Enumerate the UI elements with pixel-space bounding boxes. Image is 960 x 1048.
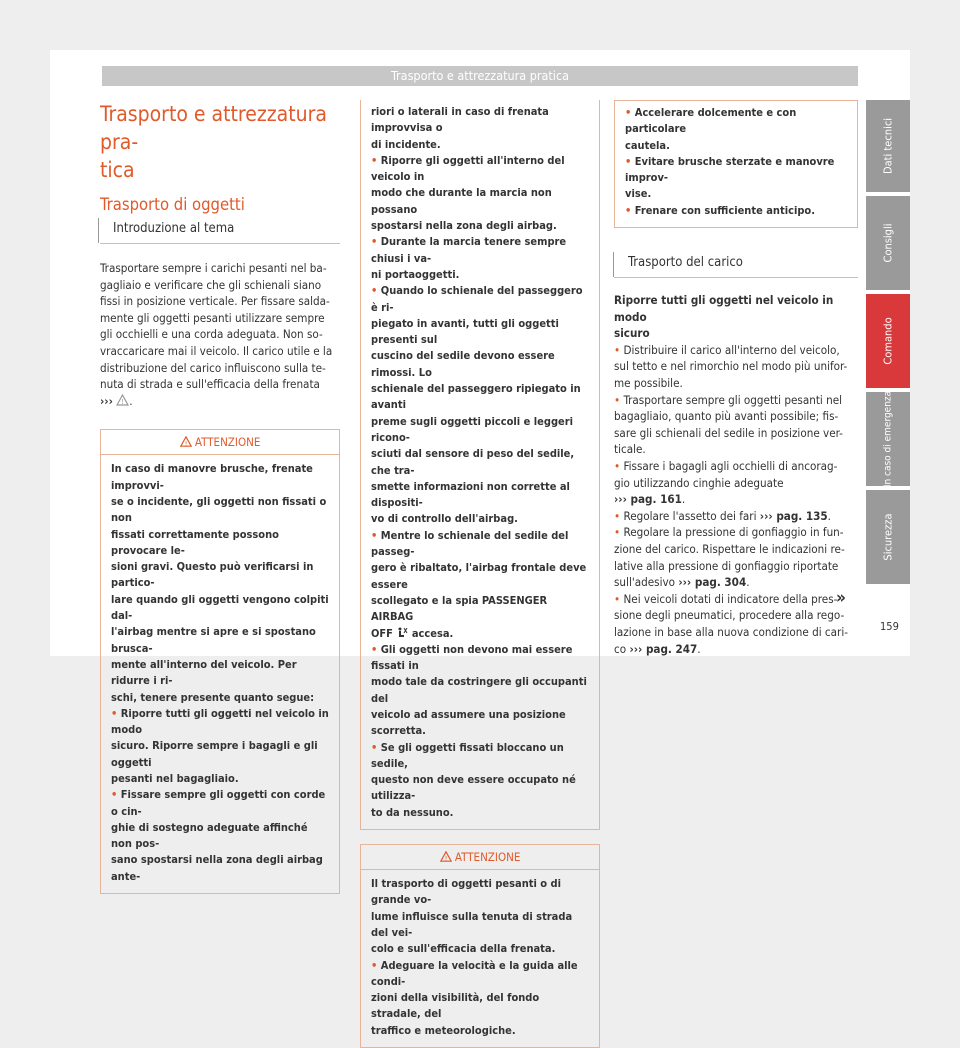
warning-bullet <box>625 154 849 203</box>
warning-bullet <box>111 706 331 787</box>
list-item <box>614 524 858 590</box>
tab-label: Consigli <box>881 223 895 263</box>
line: Fissare sempre gli oggetti con corde o cin- <box>111 788 326 818</box>
bullet-icon: • <box>371 740 378 754</box>
heading-rule <box>614 277 858 278</box>
line: Durante la marcia tenere sempre chiusi i va- <box>371 235 567 265</box>
line: Riporre tutti gli oggetti nel veicolo in modo <box>111 706 329 737</box>
line: sano spostarsi nella zona degli airbag ante- <box>111 853 323 883</box>
line: In caso di manovre brusche, frenate improvvi- <box>111 462 313 492</box>
spacer <box>100 409 340 429</box>
warning-bullet <box>371 528 591 642</box>
page-number: 159 <box>880 620 899 633</box>
line: to da nessuno. <box>371 805 454 819</box>
warning-bullet <box>111 787 331 885</box>
warning-box-1 <box>100 429 340 894</box>
intro-paragraph: Trasportare sempre i carichi pesanti nel ba- gagliaio e verificare che gli schienali siano fissi in posizione verticale. Per fissare salda- mente gli oggetti pesanti utilizzare sempre gli occhielli e una corda adeguata. Non so- vraccaricare mai il veicolo. Il carico utile e la distribuzione del carico influiscono sulla te- nuta di strada e sull'efficacia della frenata ››› ! . <box>100 261 333 408</box>
warning-triangle-icon <box>116 394 129 406</box>
heading-rule <box>100 243 340 244</box>
line: fissi in posizione verticale. Per fissare salda- <box>100 294 330 309</box>
line: zioni della visibilità, del fondo stradale, del <box>371 991 540 1021</box>
column-1 <box>100 100 340 894</box>
bullet-icon: • <box>625 203 632 217</box>
line: me possibile. <box>614 376 683 391</box>
warning-body <box>615 101 857 227</box>
line: se o incidente, gli oggetti non fissati o non <box>111 494 327 525</box>
tab-comando[interactable] <box>866 294 910 388</box>
subsection-heading-wrap <box>98 218 340 243</box>
line: pesanti nel bagagliaio. <box>111 771 239 785</box>
line: Evitare brusche sterzate e manovre improv- <box>625 154 835 185</box>
chapter-title-line-2: tica <box>100 158 135 182</box>
line: questo non deve essere occupato né utilizza- <box>371 773 576 803</box>
line: Mentre lo schienale del sedile del passeg- <box>371 528 569 559</box>
warning-box-1-continued <box>360 100 600 830</box>
bold-lead <box>614 292 858 342</box>
line: Adeguare la velocità e la guida alle condi- <box>371 958 578 988</box>
line: veicolo ad assumere una posizione scorretta. <box>371 707 566 738</box>
line: Il trasporto di oggetti pesanti o di grande vo- <box>371 877 562 907</box>
warning-bullet <box>371 740 591 821</box>
tab-in-caso-di-emergenza[interactable] <box>866 392 910 486</box>
subsection-heading: Introduzione al tema <box>113 221 235 236</box>
line: Regolare la pressione di gonfiaggio in fun- <box>623 525 844 540</box>
warning-title <box>361 845 599 870</box>
chapter-title <box>100 100 340 184</box>
list-item <box>614 591 858 657</box>
line: di incidente. <box>371 137 441 151</box>
list-item <box>614 392 858 458</box>
line: Trasportare sempre gli oggetti pesanti nel <box>623 392 843 407</box>
bullet-icon: • <box>371 958 378 972</box>
line: Regolare l'assetto dei fari <box>623 508 757 523</box>
warning-box-2 <box>360 844 600 1048</box>
line: sciuti dal sensore di peso del sedile, che tra- <box>371 447 575 477</box>
bullet-icon: • <box>111 788 118 802</box>
section-title: Trasporto di oggetti <box>100 195 245 214</box>
line: smette informazioni non corrette al dispositi- <box>371 479 570 510</box>
line: lazione in base alla nuova condizione di cari- <box>614 624 849 639</box>
warning-body <box>361 100 599 829</box>
warning-bullet <box>625 105 849 154</box>
tab-label: Sicurezza <box>881 513 895 561</box>
column-3 <box>614 100 858 657</box>
warning-triangle-icon <box>440 851 452 862</box>
warning-box-2-continued <box>614 100 858 228</box>
punctuation: . <box>697 641 701 656</box>
page-ref-link[interactable]: ››› pag. 304 <box>678 575 747 590</box>
line: preme sugli oggetti piccoli e leggeri ricono- <box>371 414 574 444</box>
bullet-icon: • <box>111 706 118 720</box>
warning-title <box>101 430 339 455</box>
line: spostarsi nella zona degli airbag. <box>371 219 557 233</box>
tab-dati-tecnici[interactable] <box>866 100 910 192</box>
bullet-icon: • <box>614 392 621 407</box>
line: Riporre gli oggetti all'interno del veicolo in <box>371 153 565 184</box>
tab-consigli[interactable] <box>866 196 910 290</box>
list-item <box>614 508 858 525</box>
line: gli occhielli e una corda adeguata. Non so- <box>100 327 323 342</box>
line: ni portaoggetti. <box>371 267 460 281</box>
line: Trasportare sempre i carichi pesanti nel ba- <box>100 261 327 275</box>
line: sull'adesivo <box>614 575 676 590</box>
line: mente all'interno del veicolo. Per ridurre i ri- <box>111 657 297 688</box>
line: ghie di sostegno adeguate affinché non pos- <box>111 820 308 851</box>
tab-label: Comando <box>881 317 895 365</box>
page-ref-link[interactable]: ››› pag. 161 <box>614 492 682 507</box>
line: Distribuire il carico all'interno del veicolo, <box>623 342 840 357</box>
warning-ref-link[interactable]: ››› <box>100 393 113 408</box>
spacer <box>614 228 858 252</box>
line: colo e sull'efficacia della frenata. <box>371 942 556 956</box>
tab-sicurezza[interactable] <box>866 490 910 584</box>
column-2 <box>360 100 600 1048</box>
airbag-suffix: accesa. <box>408 626 454 640</box>
line: gero è ribaltato, l'airbag frontale deve essere <box>371 561 587 591</box>
line: vise. <box>625 187 652 201</box>
subsection-heading-wrap <box>613 252 858 277</box>
line: traffico e meteorologiche. <box>371 1023 516 1037</box>
bullet-icon: • <box>625 106 632 119</box>
bullet-icon: • <box>371 528 378 542</box>
warning-bullet <box>371 153 591 234</box>
tab-label: In caso di emergenza <box>882 390 894 488</box>
line: Frenare con sufficiente anticipo. <box>634 203 815 217</box>
svg-text:!: ! <box>121 397 125 406</box>
warning-title-text: ATTENZIONE <box>194 435 261 450</box>
line: lative alla pressione di gonfiaggio riportate <box>614 558 839 573</box>
line: sicuro. Riporre sempre i bagagli e gli oggetti <box>111 739 318 769</box>
line: modo che durante la marcia non possano <box>371 186 552 216</box>
warning-title-text: ATTENZIONE <box>454 850 521 865</box>
bullet-icon: • <box>371 235 378 249</box>
line: Accelerare dolcemente e con particolare <box>625 106 797 136</box>
warning-intro <box>111 461 331 705</box>
spacer <box>360 830 600 844</box>
line: ticale. <box>614 442 646 457</box>
line: Gli oggetti non devono mai essere fissati in <box>371 642 573 673</box>
line: distribuzione del carico influiscono sulla te- <box>100 360 326 375</box>
warning-bullet <box>371 283 591 527</box>
line: Fissare i bagagli agli occhielli di ancorag- <box>623 459 838 474</box>
bullet-icon: • <box>614 508 621 523</box>
line: nuta di strada e sull'efficacia della frenata <box>100 377 320 392</box>
line: Quando lo schienale del passeggero è ri- <box>371 284 583 314</box>
line: cautela. <box>625 138 670 152</box>
warning-bullet <box>371 234 591 283</box>
bullet-icon: • <box>614 342 621 357</box>
bullet-icon: • <box>371 153 378 167</box>
list-item <box>614 342 858 392</box>
page-ref-link[interactable]: ››› pag. 135 <box>759 508 828 523</box>
bullet-icon: • <box>371 284 378 298</box>
tab-label: Dati tecnici <box>881 117 895 175</box>
line: cuscino del sedile devono essere rimossi. Lo <box>371 349 555 379</box>
line: riori o laterali in caso di frenata improvvisa o <box>371 105 549 135</box>
line: scollegato e la spia PASSENGER AIRBAG <box>371 593 548 624</box>
running-header: Trasporto e attrezzatura pratica <box>102 66 858 86</box>
bullet-icon: • <box>371 642 378 656</box>
line: sione degli pneumatici, procedere alla rego- <box>614 608 845 623</box>
warning-bullet <box>371 958 591 1039</box>
bullet-icon: • <box>614 525 621 540</box>
punctuation: . <box>746 575 750 590</box>
bullet-icon: • <box>614 591 621 606</box>
continued-text <box>371 104 591 153</box>
line: l'airbag mentre si apre e si spostano brusca- <box>111 625 316 655</box>
line: Riporre tutti gli oggetti nel veicolo in modo <box>614 293 834 324</box>
line: sul tetto e nel rimorchio nel modo più unifor- <box>614 359 848 374</box>
line: schi, tenere presente quanto segue: <box>111 690 315 704</box>
svg-text:!: ! <box>444 854 447 863</box>
line: schienale del passeggero ripiegato in avanti <box>371 382 581 412</box>
punctuation: . <box>827 508 831 523</box>
continue-arrow-icon: » <box>836 588 846 608</box>
line: sicuro <box>614 326 650 341</box>
subsection-heading: Trasporto del carico <box>628 255 743 271</box>
line: sioni gravi. Questo può verificarsi in partico- <box>111 560 314 590</box>
line: fissati correttamente possono provocare le- <box>111 527 279 557</box>
warning-bullet <box>625 203 849 219</box>
line: lume influisce sulla tenuta di strada del vei- <box>371 909 573 939</box>
punctuation: . <box>681 492 686 507</box>
line: gio utilizzando cinghie adeguate <box>614 475 784 490</box>
airbag-off-icon <box>396 627 408 638</box>
line: Nei veicoli dotati di indicatore della pres- <box>623 591 838 606</box>
warning-triangle-icon <box>180 436 192 447</box>
line: gagliaio e verificare che gli schienali siano <box>100 277 322 292</box>
page-ref-link[interactable]: ››› pag. 247 <box>629 641 698 656</box>
line: Se gli oggetti fissati bloccano un sedile, <box>371 740 564 770</box>
line: co <box>614 641 627 656</box>
warning-body <box>361 870 599 1047</box>
line: lare quando gli oggetti vengono colpiti dal- <box>111 592 329 623</box>
line: piegato in avanti, tutti gli oggetti presenti sul <box>371 316 559 347</box>
line: mente gli oggetti pesanti utilizzare sempre <box>100 310 325 325</box>
bullet-icon: • <box>625 154 632 168</box>
list-item <box>614 458 858 508</box>
svg-text:!: ! <box>184 439 187 448</box>
line: vraccaricare mai il veicolo. Il carico utile e la <box>100 343 333 358</box>
line: modo tale da costringere gli occupanti del <box>371 675 587 705</box>
warning-intro <box>371 876 591 957</box>
bullet-icon: • <box>614 459 621 474</box>
line: bagagliaio, quanto più avanti possibile; fis- <box>614 409 839 424</box>
line: OFF <box>371 626 393 640</box>
chapter-title-line-1: Trasporto e attrezzatura pra- <box>100 102 327 154</box>
line: vo di controllo dell'airbag. <box>371 512 518 526</box>
line: sare gli schienali del sedile in posizione ver- <box>614 425 843 440</box>
warning-body <box>101 455 339 893</box>
line: zione del carico. Rispettare le indicazioni re- <box>614 541 845 556</box>
warning-bullet <box>371 642 591 740</box>
